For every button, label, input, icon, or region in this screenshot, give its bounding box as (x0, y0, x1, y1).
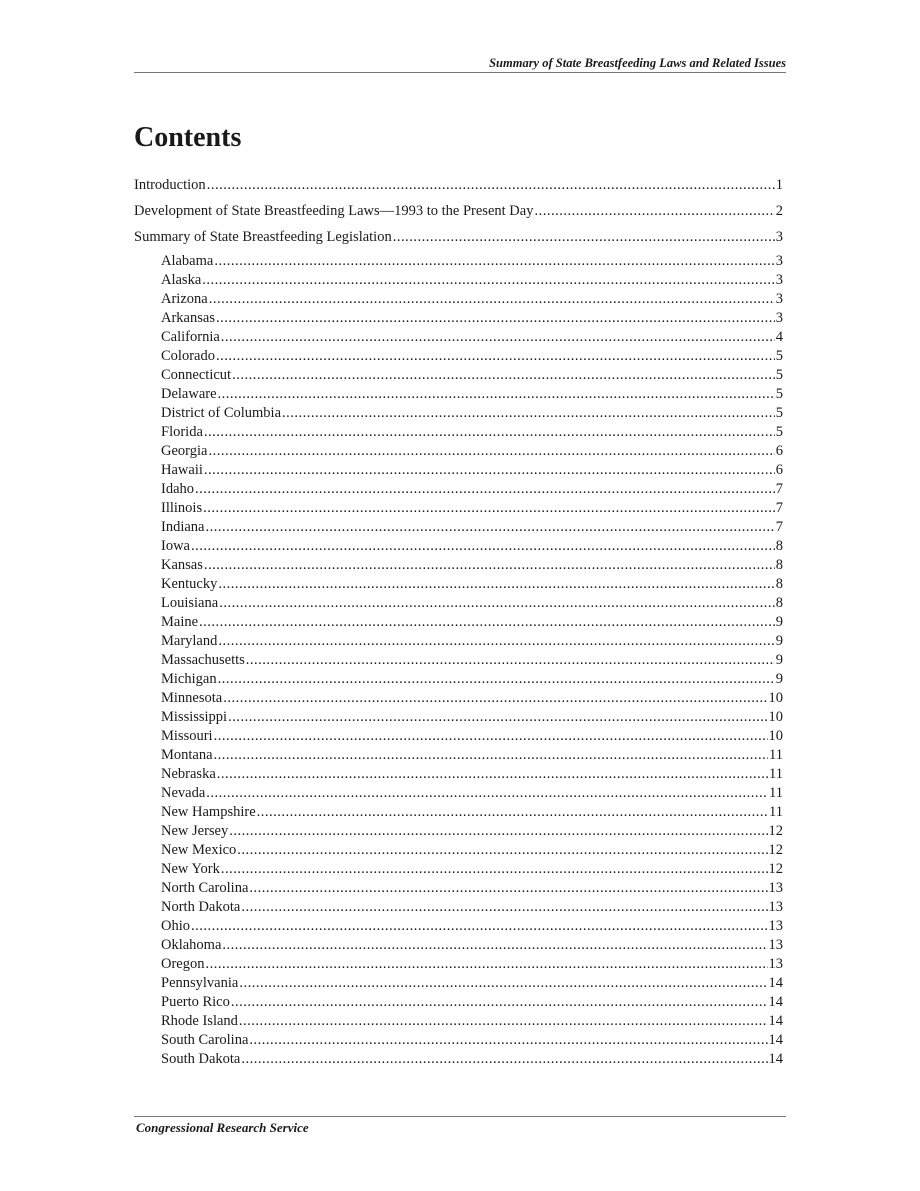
toc-subentry[interactable] (134, 613, 783, 632)
toc-entry-label: Colorado (161, 348, 215, 364)
toc-subentry[interactable] (134, 670, 783, 689)
toc-page-number: 5 (775, 424, 783, 440)
dot-leader (207, 176, 775, 195)
dot-leader (204, 461, 775, 480)
toc-entry-label: Illinois (161, 500, 203, 516)
dot-leader (249, 879, 767, 898)
dot-leader (231, 993, 768, 1012)
toc-entry-label: North Dakota (161, 899, 241, 915)
toc-subentry[interactable] (134, 1012, 783, 1031)
toc-entry-label: Arizona (161, 291, 208, 307)
toc-entry-label: Delaware (161, 386, 217, 402)
running-header: Summary of State Breastfeeding Laws and Related Issues (489, 56, 786, 70)
toc-page-number: 7 (775, 519, 783, 535)
toc-entry-label: Kansas (161, 557, 203, 573)
dot-leader (241, 1050, 767, 1069)
toc-subentry[interactable] (134, 499, 783, 518)
dot-leader (237, 841, 767, 860)
toc-subentry[interactable] (134, 708, 783, 727)
toc-subentry[interactable] (134, 746, 783, 765)
toc-subentry[interactable] (134, 1050, 783, 1069)
toc-entry-label: Louisiana (161, 595, 219, 611)
dot-leader (221, 328, 775, 347)
toc-entry-label: Indiana (161, 519, 205, 535)
dot-leader (217, 765, 768, 784)
dot-leader (216, 309, 775, 328)
toc-subentry[interactable] (134, 271, 783, 290)
toc-subentry[interactable] (134, 518, 783, 537)
toc-subentry[interactable] (134, 1031, 783, 1050)
toc-page-number: 3 (775, 272, 783, 288)
toc-page-number: 9 (775, 671, 783, 687)
dot-leader (214, 252, 774, 271)
running-footer: Congressional Research Service (136, 1120, 309, 1135)
toc-subentry[interactable] (134, 537, 783, 556)
toc-subentry[interactable] (134, 841, 783, 860)
table-of-contents (134, 176, 783, 1069)
dot-leader (218, 632, 774, 651)
dot-leader (191, 537, 775, 556)
toc-page-number: 14 (768, 1013, 783, 1029)
toc-entry-label: Summary of State Breastfeeding Legislation (134, 229, 392, 245)
toc-entry-label: Oregon (161, 956, 205, 972)
dot-leader (208, 442, 774, 461)
toc-page-number: 9 (775, 633, 783, 649)
dot-leader (241, 898, 767, 917)
toc-page-number: 5 (775, 348, 783, 364)
dot-leader (218, 575, 774, 594)
toc-subentry[interactable] (134, 556, 783, 575)
toc-entry-label: Puerto Rico (161, 994, 230, 1010)
toc-subentry[interactable] (134, 993, 783, 1012)
toc-page-number: 14 (768, 994, 783, 1010)
dot-leader (209, 290, 775, 309)
dot-leader (199, 613, 775, 632)
dot-leader (249, 1031, 767, 1050)
dot-leader (206, 955, 768, 974)
toc-page-number: 3 (775, 291, 783, 307)
toc-entry-label: Mississippi (161, 709, 228, 725)
toc-page-number: 3 (775, 229, 783, 245)
toc-subentry[interactable] (134, 803, 783, 822)
dot-leader (191, 917, 768, 936)
toc-page-number: 1 (775, 177, 783, 193)
toc-entry-label: Massachusetts (161, 652, 245, 668)
toc-page-number: 9 (775, 614, 783, 630)
toc-entry-label: New Hampshire (161, 804, 256, 820)
toc-subentry[interactable] (134, 366, 783, 385)
toc-entry-label: Maryland (161, 633, 218, 649)
toc-entry-label: South Dakota (161, 1051, 241, 1067)
dot-leader (228, 708, 767, 727)
toc-subentry[interactable] (134, 594, 783, 613)
dot-leader (216, 347, 775, 366)
toc-page-number: 5 (775, 367, 783, 383)
dot-leader (219, 594, 775, 613)
toc-page-number: 10 (768, 690, 783, 706)
toc-entry-label: Rhode Island (161, 1013, 238, 1029)
toc-page-number: 7 (775, 500, 783, 516)
toc-subentry[interactable] (134, 328, 783, 347)
toc-page-number: 13 (768, 899, 783, 915)
toc-subentry[interactable] (134, 442, 783, 461)
toc-page-number: 10 (768, 728, 783, 744)
toc-entry-label: District of Columbia (161, 405, 282, 421)
toc-page-number: 9 (775, 652, 783, 668)
dot-leader (239, 974, 767, 993)
toc-entry[interactable] (134, 176, 783, 195)
toc-subentry[interactable] (134, 632, 783, 651)
toc-page-number: 11 (769, 804, 783, 820)
dot-leader (222, 936, 767, 955)
toc-page-number: 14 (768, 975, 783, 991)
page-title: Contents (134, 122, 242, 153)
dot-leader (204, 423, 775, 442)
toc-entry-label: New York (161, 861, 220, 877)
toc-entry-label: Idaho (161, 481, 195, 497)
toc-entry-label: Alabama (161, 253, 214, 269)
toc-page-number: 6 (775, 462, 783, 478)
toc-entry-label: Florida (161, 424, 203, 440)
dot-leader (205, 518, 774, 537)
toc-entry-label: Minnesota (161, 690, 223, 706)
toc-entry-label: Missouri (161, 728, 213, 744)
toc-page-number: 11 (769, 747, 783, 763)
dot-leader (204, 556, 775, 575)
toc-subentry[interactable] (134, 480, 783, 499)
toc-entry-label: Ohio (161, 918, 190, 934)
toc-page-number: 14 (768, 1051, 783, 1067)
toc-page-number: 6 (775, 443, 783, 459)
dot-leader (202, 271, 774, 290)
footer-divider (134, 1116, 786, 1117)
toc-page-number: 13 (768, 880, 783, 896)
toc-page-number: 5 (775, 386, 783, 402)
toc-entry-label: Alaska (161, 272, 202, 288)
toc-subentry[interactable] (134, 385, 783, 404)
dot-leader (218, 385, 775, 404)
toc-page-number: 2 (775, 203, 783, 219)
dot-leader (232, 366, 775, 385)
toc-entry-label: Hawaii (161, 462, 203, 478)
dot-leader (214, 727, 768, 746)
toc-subentry[interactable] (134, 689, 783, 708)
toc-entry-label: Montana (161, 747, 213, 763)
dot-leader (206, 784, 768, 803)
toc-subentry[interactable] (134, 879, 783, 898)
toc-page-number: 11 (769, 785, 783, 801)
toc-page-number: 11 (769, 766, 783, 782)
toc-page-number: 3 (775, 253, 783, 269)
dot-leader (393, 228, 775, 247)
toc-entry-label: New Jersey (161, 823, 229, 839)
toc-subentry[interactable] (134, 974, 783, 993)
toc-entry[interactable] (134, 202, 783, 221)
toc-page-number: 3 (775, 310, 783, 326)
toc-page-number: 13 (768, 956, 783, 972)
toc-page-number: 8 (775, 576, 783, 592)
toc-entry-label: South Carolina (161, 1032, 249, 1048)
dot-leader (218, 670, 775, 689)
toc-subentry[interactable] (134, 423, 783, 442)
toc-page-number: 4 (775, 329, 783, 345)
dot-leader (229, 822, 767, 841)
toc-page-number: 5 (775, 405, 783, 421)
dot-leader (195, 480, 775, 499)
toc-page-number: 14 (768, 1032, 783, 1048)
toc-page-number: 12 (768, 823, 783, 839)
toc-subentry[interactable] (134, 917, 783, 936)
dot-leader (282, 404, 775, 423)
toc-subentry[interactable] (134, 727, 783, 746)
toc-page-number: 10 (768, 709, 783, 725)
dot-leader (214, 746, 768, 765)
toc-subentry[interactable] (134, 404, 783, 423)
dot-leader (203, 499, 775, 518)
toc-subentry[interactable] (134, 784, 783, 803)
toc-subentry[interactable] (134, 575, 783, 594)
dot-leader (221, 860, 768, 879)
toc-entry-label: New Mexico (161, 842, 237, 858)
toc-subentry[interactable] (134, 860, 783, 879)
toc-entry-label: Arkansas (161, 310, 215, 326)
toc-entry-label: North Carolina (161, 880, 249, 896)
toc-page-number: 12 (768, 842, 783, 858)
toc-entry-label: Michigan (161, 671, 217, 687)
toc-entry-label: Iowa (161, 538, 190, 554)
toc-page-number: 13 (768, 918, 783, 934)
header-divider (134, 72, 786, 73)
toc-entry-label: Oklahoma (161, 937, 222, 953)
toc-subentry[interactable] (134, 955, 783, 974)
toc-page-number: 8 (775, 595, 783, 611)
toc-page-number: 13 (768, 937, 783, 953)
toc-entry-label: Development of State Breastfeeding Laws—1993 to the Present Day (134, 203, 534, 219)
toc-entry[interactable] (134, 228, 783, 247)
toc-entry-label: California (161, 329, 220, 345)
toc-subentry[interactable] (134, 290, 783, 309)
toc-entry-label: Kentucky (161, 576, 218, 592)
toc-subentry[interactable] (134, 936, 783, 955)
toc-subentry[interactable] (134, 765, 783, 784)
toc-subentry[interactable] (134, 309, 783, 328)
dot-leader (246, 651, 775, 670)
toc-entry-label: Georgia (161, 443, 208, 459)
toc-entry-label: Nevada (161, 785, 206, 801)
dot-leader (257, 803, 768, 822)
dot-leader (223, 689, 767, 708)
toc-entry-label: Pennsylvania (161, 975, 239, 991)
toc-subentry[interactable] (134, 347, 783, 366)
toc-subentry[interactable] (134, 898, 783, 917)
toc-page-number: 8 (775, 538, 783, 554)
dot-leader (239, 1012, 768, 1031)
toc-entry-label: Introduction (134, 177, 206, 193)
toc-entry-label: Nebraska (161, 766, 216, 782)
toc-entry-label: Connecticut (161, 367, 232, 383)
toc-page-number: 7 (775, 481, 783, 497)
toc-page-number: 8 (775, 557, 783, 573)
dot-leader (534, 202, 774, 221)
toc-subentry[interactable] (134, 461, 783, 480)
toc-subentry[interactable] (134, 822, 783, 841)
toc-page-number: 12 (768, 861, 783, 877)
toc-subentry[interactable] (134, 651, 783, 670)
toc-entry-label: Maine (161, 614, 199, 630)
toc-subentry[interactable] (134, 252, 783, 271)
